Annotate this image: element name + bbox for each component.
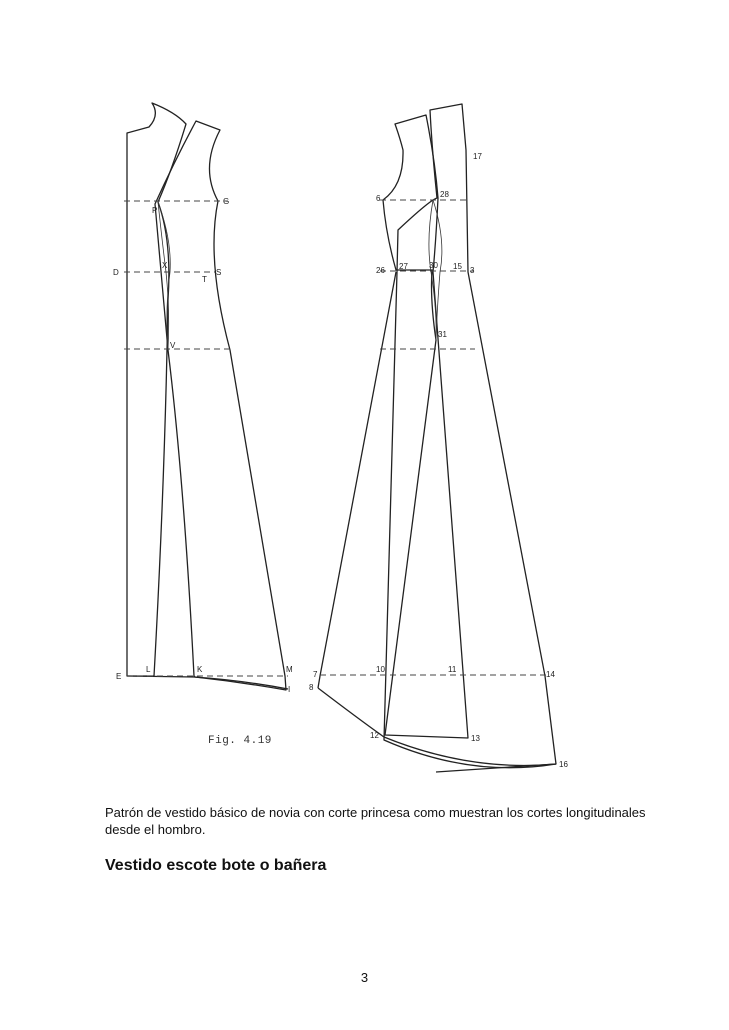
figure-label: Fig. 4.19 bbox=[208, 735, 272, 747]
page-number: 3 bbox=[360, 970, 369, 985]
point-label: 15 bbox=[453, 262, 462, 271]
point-label: 10 bbox=[376, 665, 385, 674]
point-label: V bbox=[170, 341, 176, 350]
point-label: 30 bbox=[429, 261, 438, 270]
left-front-outline bbox=[155, 121, 286, 690]
left-hem bbox=[127, 676, 288, 689]
point-label: 11 bbox=[448, 665, 457, 674]
point-label: 7 bbox=[313, 670, 318, 679]
point-label: S bbox=[216, 268, 222, 277]
point-label: 6 bbox=[376, 194, 381, 203]
point-label: T bbox=[202, 275, 207, 284]
point-label: X bbox=[162, 261, 168, 270]
point-label: P bbox=[152, 206, 158, 215]
right-front-outline bbox=[383, 115, 468, 738]
right-hem-curve bbox=[318, 688, 556, 765]
point-label: 17 bbox=[473, 152, 482, 161]
section-heading: Vestido escote bote o bañera bbox=[105, 857, 327, 874]
point-label: E bbox=[116, 672, 122, 681]
right-side-seam bbox=[318, 272, 396, 688]
point-label: L bbox=[146, 665, 151, 674]
figure-caption: Patrón de vestido básico de novia con corte princesa como muestran los cortes longitudinales desde el hombro. bbox=[105, 805, 646, 837]
point-label: 16 bbox=[559, 760, 568, 769]
point-label: 14 bbox=[546, 670, 555, 679]
point-label: 13 bbox=[471, 734, 480, 743]
point-label: 27 bbox=[399, 262, 408, 271]
right-back-outline bbox=[384, 104, 556, 768]
point-label: 31 bbox=[438, 330, 447, 339]
point-label: G bbox=[223, 197, 230, 206]
point-label: 3 bbox=[470, 266, 475, 275]
point-label: K bbox=[197, 665, 203, 674]
point-label: 12 bbox=[370, 731, 379, 740]
point-label: M bbox=[286, 665, 293, 674]
point-label: 26 bbox=[376, 266, 385, 275]
point-label: I bbox=[288, 685, 291, 694]
left-back-outline bbox=[127, 103, 186, 676]
point-label: 8 bbox=[309, 683, 314, 692]
point-label: 28 bbox=[440, 190, 449, 199]
point-label: D bbox=[113, 268, 119, 277]
